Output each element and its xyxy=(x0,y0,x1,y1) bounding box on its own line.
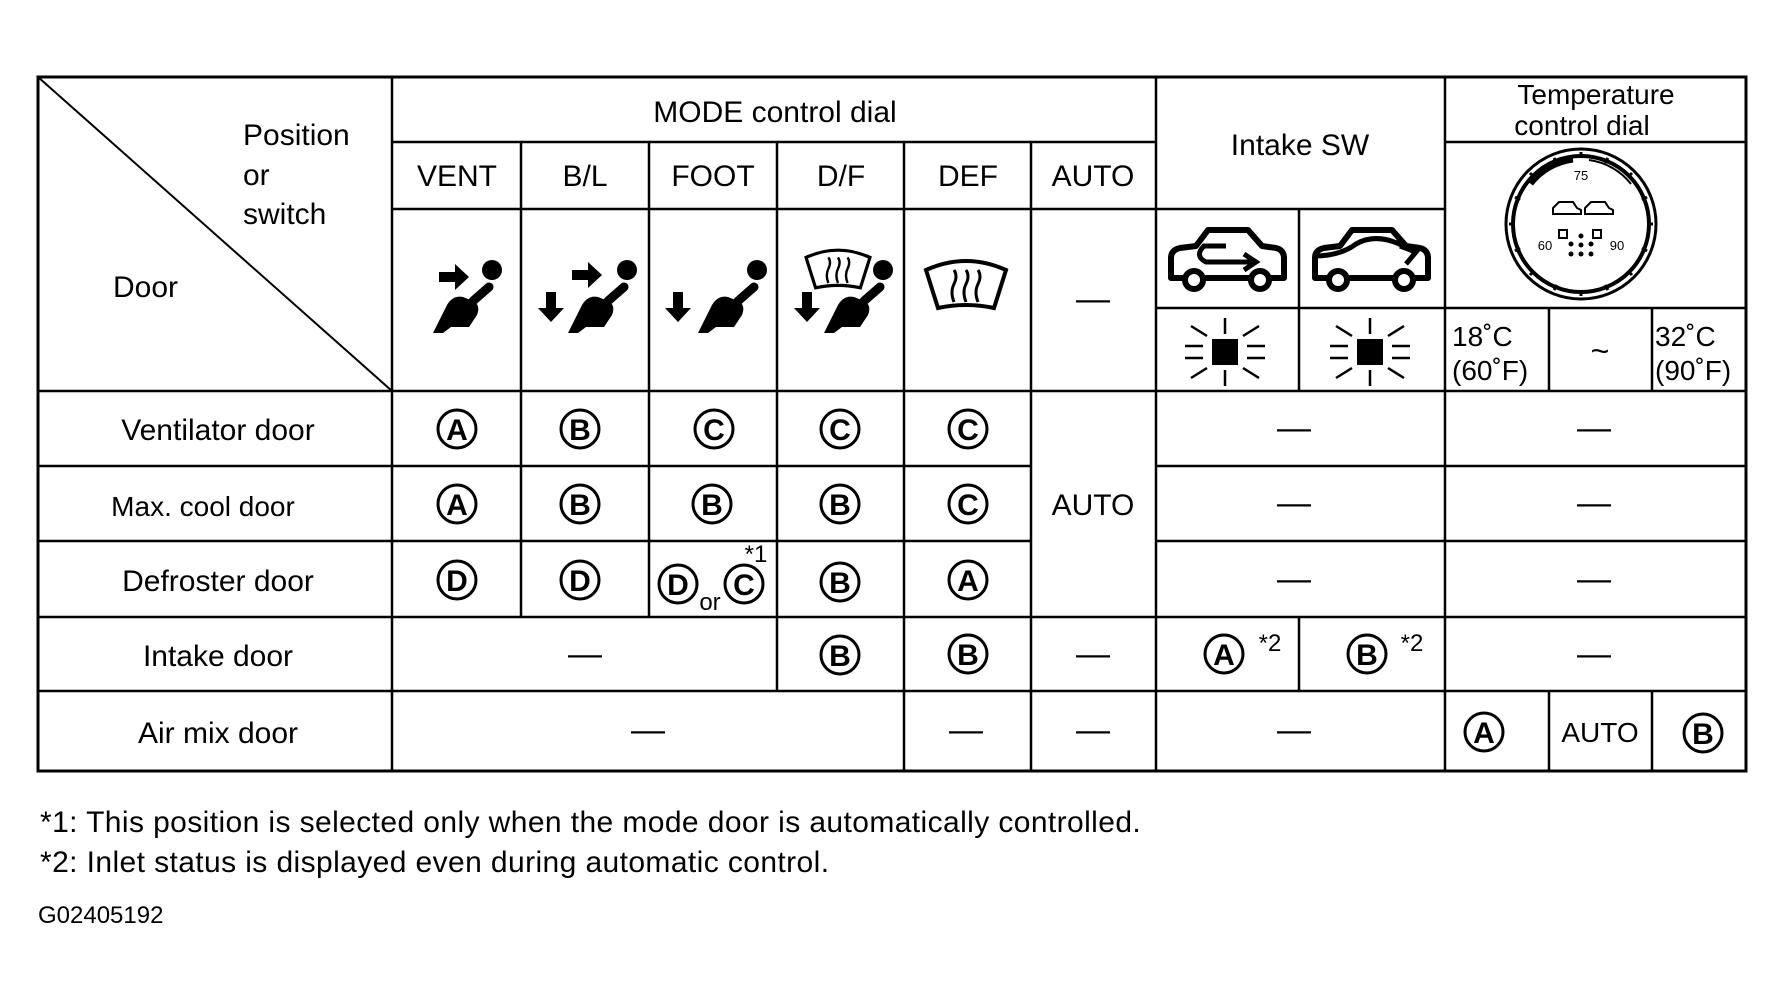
pos-letter: B xyxy=(569,489,591,522)
bi-level-mode-icon xyxy=(538,260,637,333)
pos-letter: C xyxy=(703,414,725,447)
fresh-air-icon xyxy=(1314,230,1428,289)
pos-letter: D xyxy=(667,569,689,602)
col-bi-level: B/L xyxy=(562,160,608,193)
col-foot: FOOT xyxy=(671,160,755,193)
footnote-ref-2-fresh: *2 xyxy=(1400,630,1424,657)
defroster-intake-dash: — xyxy=(1277,560,1311,598)
figure-code: G02405192 xyxy=(38,902,164,929)
ventilator-intake-dash: — xyxy=(1277,409,1311,447)
airmix-intake-dash: — xyxy=(1277,711,1311,749)
pos-ventilator-vent xyxy=(438,410,476,448)
pos-letter: D xyxy=(446,565,468,598)
pos-defroster-foot-second xyxy=(725,565,763,603)
pos-airmix-cold xyxy=(1465,713,1503,751)
pos-letter: B xyxy=(829,640,851,673)
pos-letter: A xyxy=(957,565,979,598)
pos-maxcool-bl xyxy=(561,485,599,523)
mode-dial-header: MODE control dial xyxy=(653,96,897,129)
pos-ventilator-bl xyxy=(561,410,599,448)
pos-letter: B xyxy=(829,567,851,600)
defrost-mode-icon xyxy=(926,261,1006,308)
footnote-2: *2: Inlet status is displayed even during automatic control. xyxy=(40,846,830,879)
defrost-foot-mode-icon xyxy=(794,250,893,333)
col-auto: AUTO xyxy=(1051,160,1135,193)
foot-or-text: or xyxy=(699,589,721,616)
maxcool-intake-dash: — xyxy=(1277,484,1311,522)
pos-intake-df xyxy=(821,636,859,674)
pos-letter: B xyxy=(829,489,851,522)
row-label-defroster-door: Defroster door xyxy=(122,565,314,598)
corner-position-label: Position xyxy=(243,119,350,152)
pos-letter: B xyxy=(1356,639,1378,672)
pos-letter: A xyxy=(1473,717,1495,750)
pos-letter: C xyxy=(829,414,851,447)
corner-door-label: Door xyxy=(113,271,179,304)
pos-maxcool-df xyxy=(821,485,859,523)
pos-ventilator-df xyxy=(821,410,859,448)
pos-letter: C xyxy=(957,489,979,522)
pos-ventilator-foot xyxy=(695,410,733,448)
pos-letter: B xyxy=(569,414,591,447)
row-label-air-mix-door: Air mix door xyxy=(137,717,299,750)
pos-intake-recirc xyxy=(1205,635,1243,673)
pos-intake-fresh xyxy=(1348,635,1386,673)
col-defrost-foot: D/F xyxy=(816,160,866,193)
recirculation-icon xyxy=(1171,230,1284,289)
temp-dial-header-line1: Temperature xyxy=(1517,79,1675,110)
pos-maxcool-vent xyxy=(438,485,476,523)
col-vent: VENT xyxy=(416,160,498,193)
pos-defroster-df xyxy=(821,563,859,601)
pos-letter: D xyxy=(569,565,591,598)
pos-letter: A xyxy=(1213,639,1235,672)
pos-intake-def xyxy=(949,635,987,673)
airmix-auto-dash: — xyxy=(1076,711,1110,749)
pos-defroster-def xyxy=(949,561,987,599)
auto-merged-cell: AUTO xyxy=(1051,489,1135,522)
ventilator-temp-dash: — xyxy=(1577,409,1611,447)
airmix-temp-auto: AUTO xyxy=(1561,717,1639,748)
row-label-intake-door: Intake door xyxy=(142,640,294,673)
pos-defroster-vent xyxy=(438,561,476,599)
intake-temp-dash: — xyxy=(1577,635,1611,673)
intake-auto-dash: — xyxy=(1076,635,1110,673)
pos-letter: C xyxy=(733,569,755,602)
pos-letter: A xyxy=(446,489,468,522)
intake-mode-span-dash: — xyxy=(568,635,602,673)
pos-letter: C xyxy=(957,414,979,447)
maxcool-temp-dash: — xyxy=(1577,484,1611,522)
row-label-max-cool-door: Max. cool door xyxy=(111,491,295,522)
dial-mark-75: 75 xyxy=(1573,168,1589,183)
col-defrost: DEF xyxy=(938,160,998,193)
intake-sw-header: Intake SW xyxy=(1230,129,1370,162)
indicator-lamp-icon xyxy=(1330,318,1410,386)
pos-letter: B xyxy=(701,489,723,522)
dial-mark-90: 90 xyxy=(1609,238,1625,253)
temp-dial-header-line2: control dial xyxy=(1514,110,1650,141)
temp-hot-celsius: 32˚C xyxy=(1655,321,1716,352)
pos-maxcool-foot xyxy=(693,485,731,523)
auto-icon-dash: — xyxy=(1076,280,1110,318)
footnote-ref-2-recirc: *2 xyxy=(1258,630,1282,657)
pos-letter: B xyxy=(1692,718,1714,751)
temp-hot-fahrenheit: (90˚F) xyxy=(1655,355,1732,386)
pos-ventilator-def xyxy=(949,410,987,448)
row-label-ventilator-door: Ventilator door xyxy=(121,414,315,447)
pos-defroster-foot-first xyxy=(659,565,697,603)
footnote-ref-1: *1 xyxy=(744,541,768,568)
indicator-lamp-icon xyxy=(1185,318,1265,386)
airmix-mode-span-dash: — xyxy=(631,711,665,749)
defroster-temp-dash: — xyxy=(1577,560,1611,598)
vent-mode-icon xyxy=(433,260,502,333)
temperature-dial-icon xyxy=(1506,149,1656,299)
footnote-1: *1: This position is selected only when the mode door is automatically controlled. xyxy=(40,806,1142,839)
pos-defroster-bl xyxy=(561,561,599,599)
pos-letter: B xyxy=(957,639,979,672)
foot-mode-icon xyxy=(665,260,767,333)
corner-or-label: or xyxy=(243,159,270,192)
pos-maxcool-def xyxy=(949,485,987,523)
temp-middle-tilde: ~ xyxy=(1590,333,1610,369)
corner-switch-label: switch xyxy=(243,198,327,231)
temp-cold-fahrenheit: (60˚F) xyxy=(1452,355,1529,386)
pos-letter: A xyxy=(446,414,468,447)
temp-cold-celsius: 18˚C xyxy=(1452,321,1513,352)
pos-airmix-hot xyxy=(1684,714,1722,752)
dial-mark-60: 60 xyxy=(1537,238,1553,253)
airmix-def-dash: — xyxy=(949,711,983,749)
